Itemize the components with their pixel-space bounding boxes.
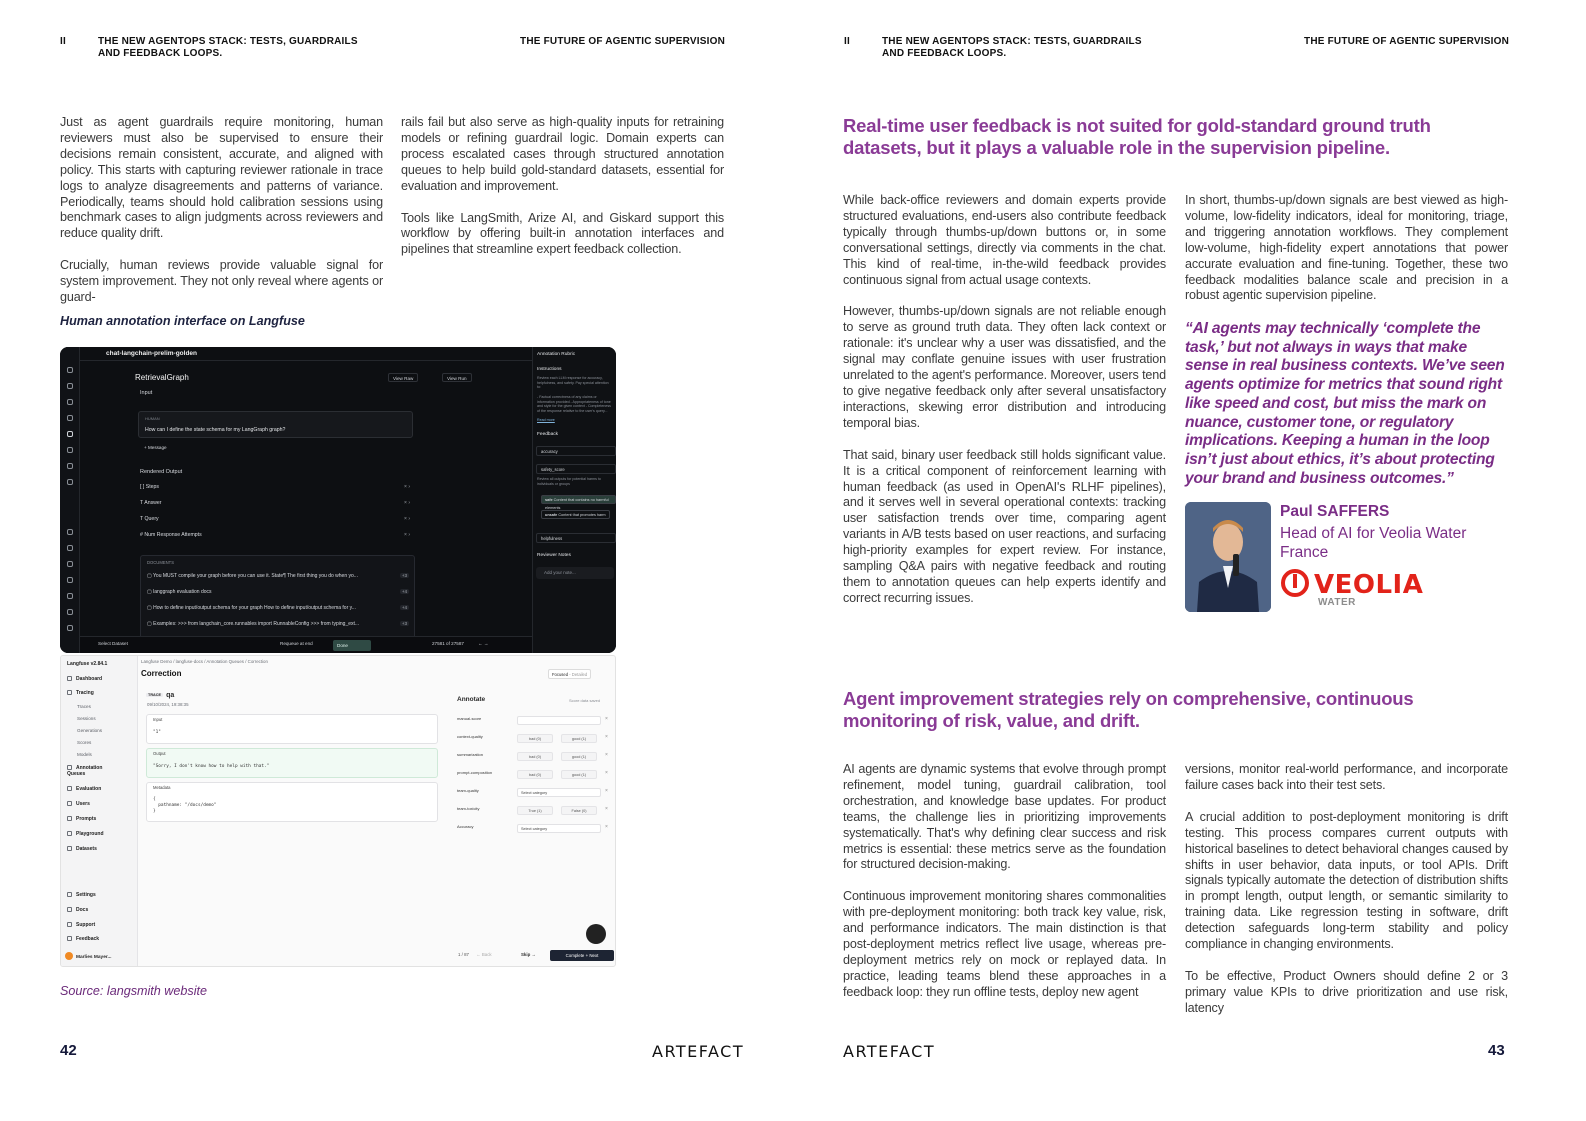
annotation-ui-screenshot-dark [60,347,616,653]
queue-icon [67,765,72,770]
section-title: Real-time user feedback is not suited for gold-standard ground truth datasets, but it plays a valuable role in the supervision pipeline. [843,115,1431,158]
close-icon [67,529,73,535]
score-option[interactable]: True (1) [517,806,553,815]
clear-icon[interactable]: × [605,734,608,740]
body-column-2 [1185,762,1508,1033]
clear-icon[interactable]: × [605,716,608,722]
option-desc: Content that promotes harm [558,513,606,517]
score-row [457,804,612,818]
output-field-row[interactable] [140,500,410,512]
nav-generations[interactable]: Generations [77,728,103,733]
nav-scores[interactable]: Scores [77,740,92,745]
feedback-label: accuracy [541,449,558,454]
document-row[interactable]: ▢ Examples: >>> from langchain_core.runnables import RunnableConfig >>> from typing_ext... +3 [147,621,407,627]
clear-icon[interactable]: × [605,824,608,830]
clear-icon[interactable]: × [605,770,608,776]
feedback-accuracy[interactable] [536,446,616,456]
tab-title: chat-langchain-prelim-golden [106,350,198,357]
prompts-icon [67,415,73,421]
nav-evaluation[interactable] [67,786,101,792]
view-toggle[interactable]: Focused · Detailed [548,669,591,679]
paragraph: In short, thumbs-up/down signals are best viewed as high-volume, low-fidelity indicators, ideal for monitoring, triage, and triggering annotation workflows. They complement low-volume, high-fidelity expert annotations that power accurate evaluation and fine-tuning. Together, these two feedback modalities balance scale and precision in a robust agentic supervision pipeline. [1185,193,1508,303]
book-title: THE FUTURE OF AGENTIC SUPERVISION [520,36,725,47]
book-title: THE FUTURE OF AGENTIC SUPERVISION [1304,36,1509,47]
option-label: safe [545,498,553,502]
feedback-label: safety_score [541,467,565,472]
dashboard-icon [67,676,72,681]
score-row [457,768,612,782]
score-option[interactable]: bad (0) [517,752,553,761]
score-row [457,732,612,746]
expand-icon: × › [404,484,410,490]
nav-label: Docs [76,907,89,913]
deploy-icon [67,447,73,453]
speaker-photo [1185,502,1271,612]
output-field-label: # Num Response Attempts [140,532,202,538]
trace-name [146,692,174,699]
focused-option[interactable]: Focused [552,672,569,677]
top-bar [80,347,532,361]
output-field-label: T Query [140,516,159,522]
nav-datasets[interactable] [67,846,97,852]
speaker-name: Paul SAFFERS [1280,503,1390,520]
output-field-label: T Answer [140,500,162,506]
section-title: Agent improvement strategies rely on comprehensive, continuous monitoring of risk, value, and drift. [843,688,1414,731]
note-input[interactable]: Add your note... [536,567,614,579]
score-option[interactable]: bad (0) [517,770,553,779]
icon-sidebar [60,347,80,653]
paragraph: A crucial addition to post-deployment monitoring is drift testing. This process compares current outputs with historical baselines to detect behavioral changes caused by shifts in user behavior, data inputs, or tool APIs. Drift signals typically automate the detection of distribution shifts in prompt length, output length, or semantic similarity to training data. Like regression testing in software, drift detection safeguards long-term stability and policy compliance in changing environments. [1185,809,1508,952]
metadata-value: { pathname: "/docs/demo" } [153,797,217,814]
paragraph: AI agents are dynamic systems that evolve through prompt refinement, model tuning, guardrail calibration, tool orchestration, and knowledge base updates. For product teams, the challenge lies in prioritizing improvements systematically. That's why defining clear success and risk metrics is essential: these metrics serve as the foundation for structured decision-making. [843,762,1166,872]
paragraph: versions, monitor real-world performance, and incorporate failure cases back into their test sets. [1185,762,1508,792]
metadata-label: Metadata [153,785,171,790]
document-score: +3 [401,621,407,626]
nav-docs[interactable] [67,907,88,913]
playground-icon [67,831,72,836]
nav-annotation-queues[interactable] [67,765,107,777]
option-desc: Content that contains no harmful elements [545,498,609,510]
breadcrumb[interactable]: Langfuse Demo / langfuse-docs / Annotation Queues / Correction [141,659,268,664]
chapter-title: THE NEW AGENTOPS STACK: TESTS, GUARDRAILS AND FEEDBACK LOOPS. [882,36,1142,59]
input-label: Input [153,717,163,722]
annotation-icon [67,431,73,437]
page-number: 43 [1488,1042,1505,1059]
document-score: +4 [401,605,407,610]
output-field-label: [ ] Steps [140,484,160,490]
nav-label: Support [76,922,96,928]
nav-label: Dashboard [76,676,103,682]
document-row[interactable]: ▢ How to define input/output schema for your graph How to define input/output schema for y... +4 [147,605,407,611]
clear-icon[interactable]: × [605,806,608,812]
human-message: How can I define the state schema for my LangGraph graph? [145,427,286,433]
feedback-safety-score[interactable] [536,464,616,474]
feedback-helpfulness[interactable] [536,533,616,543]
nav-label: Annotation Queues [67,765,103,777]
output-field-row[interactable] [140,516,410,528]
nav-feedback[interactable] [67,936,99,942]
chat-icon[interactable] [586,924,606,944]
expand-icon: × › [404,516,410,522]
score-option[interactable]: good (1) [561,752,597,761]
speaker-portrait-icon [1185,502,1271,612]
output-value: "Sorry, I don't know how to help with that." [153,764,270,769]
score-name: team-quality [457,788,479,793]
pager-count: 1 / 87 [458,952,469,957]
nav-users[interactable] [67,801,90,807]
skip-button[interactable]: Skip → [521,952,536,957]
settings-icon [67,892,72,897]
score-row [457,822,612,836]
user-icon [67,593,73,599]
instructions-heading: Instructions [537,367,562,372]
evaluation-icon [67,786,72,791]
queue-counter: 27581 of 27587 [432,641,464,646]
input-box [146,714,438,744]
score-option[interactable]: False (0) [561,806,597,815]
chapter-title: THE NEW AGENTOPS STACK: TESTS, GUARDRAILS AND FEEDBACK LOOPS. [98,36,358,59]
human-message-box[interactable] [138,411,413,438]
output-field-row[interactable] [140,532,410,544]
docs-icon [67,545,73,551]
support-icon [67,922,72,927]
feedback-icon [67,936,72,941]
input-value: "1" [153,730,161,735]
score-option[interactable]: bad (0) [517,734,553,743]
documents-label: DOCUMENTS [147,560,174,565]
score-name: summarization [457,752,484,757]
rubric-title: Annotation Rubric [537,352,576,357]
clear-icon[interactable]: × [605,788,608,794]
users-icon [67,801,72,806]
veolia-subtitle: WATER [1318,597,1356,608]
settings-icon [67,479,73,485]
nav-label: Evaluation [76,786,102,792]
veolia-emblem-icon [1280,568,1310,598]
tracing-icon [67,690,72,695]
artefact-logo: ARTEFACT [843,1042,936,1061]
user-name: Marlies Mayer... [76,955,112,960]
requeue-button[interactable]: Requeue at end [280,641,313,646]
instructions-text: Review each LLM response for accuracy, helpfulness, and safety. Pay special attention to: [537,376,609,390]
unsafe-option[interactable] [541,510,610,519]
document-text: Examples: >>> from langchain_core.runnables import RunnableConfig >>> from typing_ext... [153,621,360,627]
page-number: 42 [60,1042,77,1059]
nav-arrows-icon[interactable]: ← → [478,641,489,646]
body-column-1 [843,193,1166,623]
output-box [146,748,438,778]
annotation-rubric-panel [532,347,616,653]
safety-description: Review all outputs for potential harms to individuals or groups [537,477,601,486]
document-score: +3 [401,573,407,578]
page-title: Correction [141,669,182,678]
chapter-numeral: II [60,36,66,47]
add-message-button[interactable]: + Message [144,445,167,450]
nav-support[interactable] [67,922,95,928]
avatar [65,952,73,960]
annotate-heading: Annotate [457,696,486,703]
feedback-label: helpfulness [541,536,563,541]
done-button[interactable]: Done [333,640,371,651]
view-run-button[interactable]: View Run [442,373,472,382]
body-column-1 [60,115,383,322]
instructions-bullets: - Factual correctness of any claims or information provided - Appropriateness of tone and style for the given context - Completeness of the response relative to the user's query... [537,395,611,413]
app-name: Langfuse v2.84.1 [67,661,108,667]
reviewer-notes-heading: Reviewer Notes [537,553,571,558]
nav-settings[interactable] [67,892,96,898]
nav-playground[interactable] [67,831,104,837]
option-label: unsafe [545,513,558,517]
projects-icon [67,383,73,389]
nav-label: Tracing [76,690,94,696]
queue-pager [458,952,492,957]
expand-icon: × › [404,500,410,506]
score-saved-status: Score data saved [569,698,601,703]
paragraph: Just as agent guardrails require monitoring, human reviewers must also be supervised to ensure their decisions remain consistent, accurate, and aligned with policy. This starts with capturing reviewer rationale in trace logs to analyze disagreements and patterns of variance. Periodically, teams should hold calibration sessions using benchmark cases to align judgments across reviewers and reduce quality drift. [60,115,383,241]
nav-label: Feedback [76,936,100,942]
paragraph: While back-office reviewers and domain experts provide structured evaluations, end-users also contribute feedback typically through thumbs-up/down buttons or, in some conversational settings, directly via comments in the chat. This kind of real-time, in-the-wild feedback provides continuous signal from actual usage contexts. [843,193,1166,287]
score-select[interactable]: Select category [517,788,601,797]
main-panel [80,361,532,636]
nav-dashboard[interactable] [67,676,102,682]
figure-caption: Human annotation interface on Langfuse [60,314,305,328]
score-option[interactable]: good (1) [561,734,597,743]
body-column-1 [843,762,1166,1017]
safe-option[interactable] [541,495,616,510]
paragraph: Continuous improvement monitoring shares commonalities with pre-deployment monitoring: both track key value, risk, and performance indicators. The main distinction is that post-deployment metrics reflect live usage, whereas pre-deployment metrics rely on mock or replayed data. In practice, leading teams blend these approaches in a feedback loop: they run offline tests, deploy new agent [843,889,1166,999]
score-name: team-toxicity [457,806,480,811]
documents-panel [140,555,415,641]
nav-label: Datasets [76,846,97,852]
nav-sessions[interactable]: Sessions [77,716,96,721]
nav-label: Playground [76,831,104,837]
datasets-icon [67,846,72,851]
artefact-logo: ARTEFACT [652,1042,745,1061]
trace-tag: TRACE [148,693,162,697]
home-icon [67,367,73,373]
user-menu[interactable] [65,952,111,960]
body-column-2 [1185,193,1508,320]
monitor-icon [67,463,73,469]
back-button[interactable]: ← Back [476,952,492,957]
body-column-2 [401,115,724,274]
score-row [457,714,612,728]
paragraph: Crucially, human reviews provide valuable signal for system improvement. They not only reveal where agents or guard- [60,258,383,305]
mail-icon [67,577,73,583]
document-row[interactable]: ▢ langgraph evaluation docs +4 [147,589,407,595]
document-text: langgraph evaluation docs [153,589,212,595]
pull-quote: “AI agents may technically ‘complete the task,’ but not always in ways that make sense in real business contexts. We’ve seen agents optimize for metrics that sound right like speed and cost, but miss the mark on nuance, customer tone, or regulatory implications. Keeping a human in the loop isn’t just about ethics, it’s about protecting your brand and business outcomes.” [1185,320,1505,487]
bottom-bar [80,636,532,653]
run-heading: RetrievalGraph [135,373,189,382]
score-name: manual-score [457,716,482,721]
role-label: HUMAN [145,416,160,421]
output-field-row[interactable] [140,484,410,496]
score-name: prompt-composition [457,770,493,775]
nav-tracing[interactable] [67,690,94,696]
nav-models[interactable]: Models [77,752,92,757]
metadata-box [146,782,438,822]
link-icon [67,625,73,631]
veolia-wordmark: VEOLIA [1314,570,1424,600]
complete-next-button[interactable]: Complete + Next [550,950,614,961]
nav-traces[interactable]: Traces [77,704,91,709]
score-name: Accuracy [457,824,474,829]
trace-timestamp: 09/10/2024, 19:38:35 [147,702,189,707]
paragraph: That said, binary user feedback still holds significant value. It is a critical component of reinforcement learning with human feedback (as used in OpenAI's RLHF pipelines), and it serves well in several operational contexts: tracking user satisfaction trends over time, comparing agent variants in A/B tests based on user reactions, and surfacing high-priority examples for expert review. For instance, sampling Q&A pairs with negative feedback and routing them to annotation queues can help experts identify and correct recurring issues. [843,447,1166,605]
score-row [457,786,612,800]
score-input[interactable] [517,716,601,725]
docs-icon [67,907,72,912]
document-row[interactable]: ▢ You MUST compile your graph before you can use it. State¶ The first thing you do when yo... +3 [147,573,407,579]
nav-label: Users [76,801,90,807]
speaker-role: Head of AI for Veolia Water France [1280,525,1467,561]
paragraph: rails fail but also serve as high-quality inputs for retraining models or refining guardrail logic. Domain experts can process escalated cases through structured annotation queues to help build gold-standard datasets, essential for evaluation and improvement. [401,115,724,193]
paragraph: Tools like LangSmith, Arize AI, and Giskard support this workflow by offering built-in annotation interfaces and pipelines that streamline expert feedback collection. [401,210,724,257]
nav-label: Settings [76,892,96,898]
annotation-ui-screenshot-light [60,655,616,967]
datasets-icon [67,399,73,405]
clear-icon[interactable]: × [605,752,608,758]
score-row [457,750,612,764]
paragraph: To be effective, Product Owners should define 2 or 3 primary value KPIs to drive prioritization and use risk, latency [1185,968,1508,1015]
chapter-numeral: II [844,36,850,47]
score-select[interactable]: Select category [517,824,601,833]
feedback-heading: Feedback [537,432,559,437]
document-text: You MUST compile your graph before you can use it. State¶ The first thing you do when yo... [153,573,358,579]
prompts-icon [67,816,72,821]
rendered-output-label: Rendered Output [140,469,183,475]
select-dataset-dropdown[interactable]: Select Dataset [98,641,128,646]
nav-prompts[interactable] [67,816,96,822]
view-raw-button[interactable]: View Raw [388,373,418,382]
document-text: How to define input/output schema for your graph How to define input/output schema for y... [153,605,356,611]
score-name: context-quality [457,734,483,739]
paragraph: However, thumbs-up/down signals are not reliable enough to serve as ground truth data. They often lack context or rationale: it's unclear why a user was dissatisfied, and the signal may conflate genuine issues with user frustration unrelated to the agent's performance. Moreover, users tend to give negative feedback only after several unsatisfactory interactions, skewing error distribution and introducing temporal bias. [843,304,1166,430]
bell-icon [67,561,73,567]
input-label: Input [140,390,153,396]
score-option[interactable]: good (1) [561,770,597,779]
gear-icon [67,609,73,615]
expand-icon: × › [404,532,410,538]
figure-source: Source: langsmith website [60,984,207,998]
langfuse-sidebar [61,656,138,966]
trace-name-value: qa [166,692,175,699]
veolia-logo [1280,568,1424,610]
read-more-link[interactable]: Read more [537,418,555,422]
output-label: Output [153,751,166,756]
detailed-option[interactable]: Detailed [571,672,588,677]
nav-label: Prompts [76,816,97,822]
document-score: +4 [401,589,407,594]
